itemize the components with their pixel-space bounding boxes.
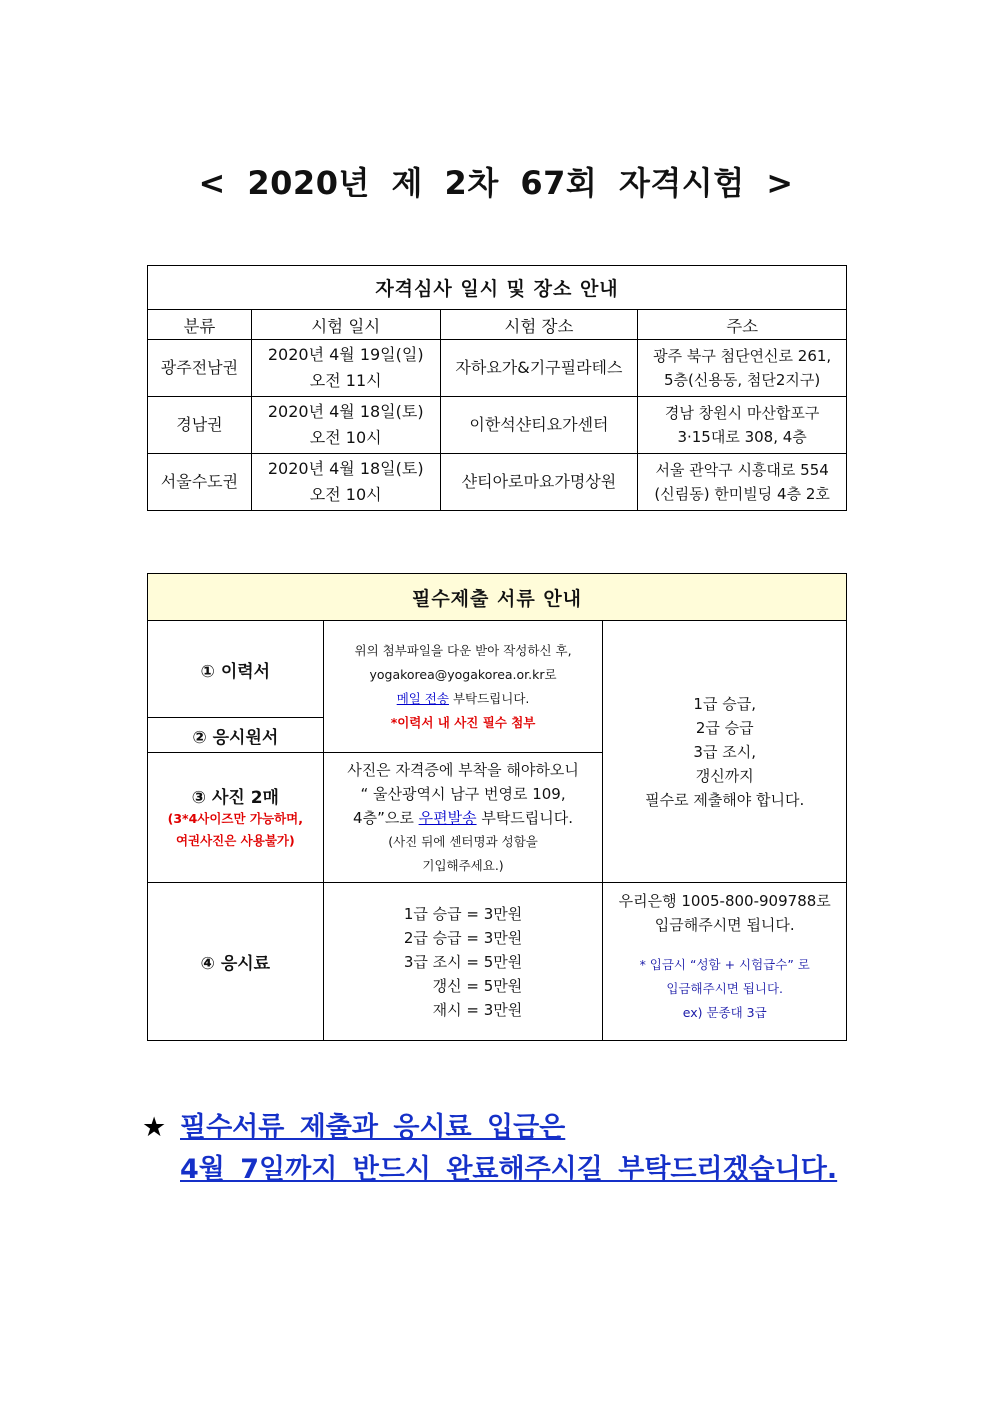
fee-list: 1급 승급 = 3만원 2급 승급 = 3만원 3급 조시 = 5만원 갱신 = 5만원 재시 = 3만원: [323, 883, 603, 1041]
mail-send-link[interactable]: 메일 전송: [396, 690, 449, 706]
page-title: < 2020년 제 2차 67회 자격시험 >: [198, 164, 794, 202]
photo-label-cell: ③ 사진 2매 (3*4사이즈만 가능하며, 여권사진은 사용불가): [148, 753, 324, 883]
place-cell: 자하요가&기구필라테스: [440, 340, 638, 397]
star-icon: ★: [142, 1112, 167, 1143]
column-header: 분류: [148, 310, 252, 340]
required-note: 1급 승급, 2급 승급 3급 조시, 갱신까지 필수로 제출해야 합니다.: [603, 621, 847, 883]
table-row: [148, 340, 847, 397]
photo-required-note: *이력서 내 사진 필수 첨부: [390, 714, 536, 730]
address-cell: 서울 관악구 시흥대로 554 (신림동) 한미빌딩 4층 2호: [638, 454, 847, 511]
place-cell: 샨티아로마요가명상원: [440, 454, 638, 511]
required-documents-table: [147, 573, 847, 1041]
notice-line-2: 4월 7일까지 반드시 완료해주시길 부탁드리겠습니다.: [180, 1154, 838, 1185]
notice-line-1: 필수서류 제출과 응시료 입금은: [180, 1112, 566, 1143]
region-cell: 서울수도권: [148, 454, 252, 511]
column-header: 시험 장소: [440, 310, 638, 340]
schedule-heading: 자격심사 일시 및 장소 안내: [148, 266, 847, 310]
datetime-cell: 2020년 4월 19일(일) 오전 11시: [251, 340, 440, 397]
place-cell: 이한석샨티요가센터: [440, 397, 638, 454]
resume-label: ① 이력서: [148, 621, 324, 718]
column-header: 시험 일시: [251, 310, 440, 340]
exam-schedule-table: [147, 265, 847, 511]
column-header: 주소: [638, 310, 847, 340]
region-cell: 광주전남권: [148, 340, 252, 397]
datetime-cell: 2020년 4월 18일(토) 오전 10시: [251, 397, 440, 454]
bank-info: 우리은행 1005-800-909788로 입금해주시면 됩니다. * 입금시 “성함 + 시험급수” 로 입금해주시면 됩니다. ex) 문종대 3급: [603, 883, 847, 1041]
datetime-cell: 2020년 4월 18일(토) 오전 10시: [251, 454, 440, 511]
postal-send-link[interactable]: 우편발송: [418, 808, 477, 827]
documents-heading: 필수제출 서류 안내: [148, 574, 847, 621]
resume-instructions: 위의 첨부파일을 다운 받아 작성하신 후, yogakorea@yogakorea.or.kr로 메일 전송 부탁드립니다. *이력서 내 사진 필수 첨부: [323, 621, 603, 753]
application-label: ② 응시원서: [148, 718, 324, 753]
photo-label: ③ 사진 2매: [191, 788, 279, 808]
fee-label: ④ 응시료: [148, 883, 324, 1041]
region-cell: 경남권: [148, 397, 252, 454]
address-cell: 경남 창원시 마산합포구 3·15대로 308, 4층: [638, 397, 847, 454]
photo-instructions: 사진은 자격증에 부착을 해야하오니 “ 울산광역시 남구 번영로 109, 4층”으로 우편발송 부탁드립니다. (사진 뒤에 센터명과 성함을 기입해주세요.): [323, 753, 603, 883]
table-row: [148, 454, 847, 511]
address-cell: 광주 북구 첨단연신로 261, 5층(신용동, 첨단2지구): [638, 340, 847, 397]
table-row: [148, 397, 847, 454]
